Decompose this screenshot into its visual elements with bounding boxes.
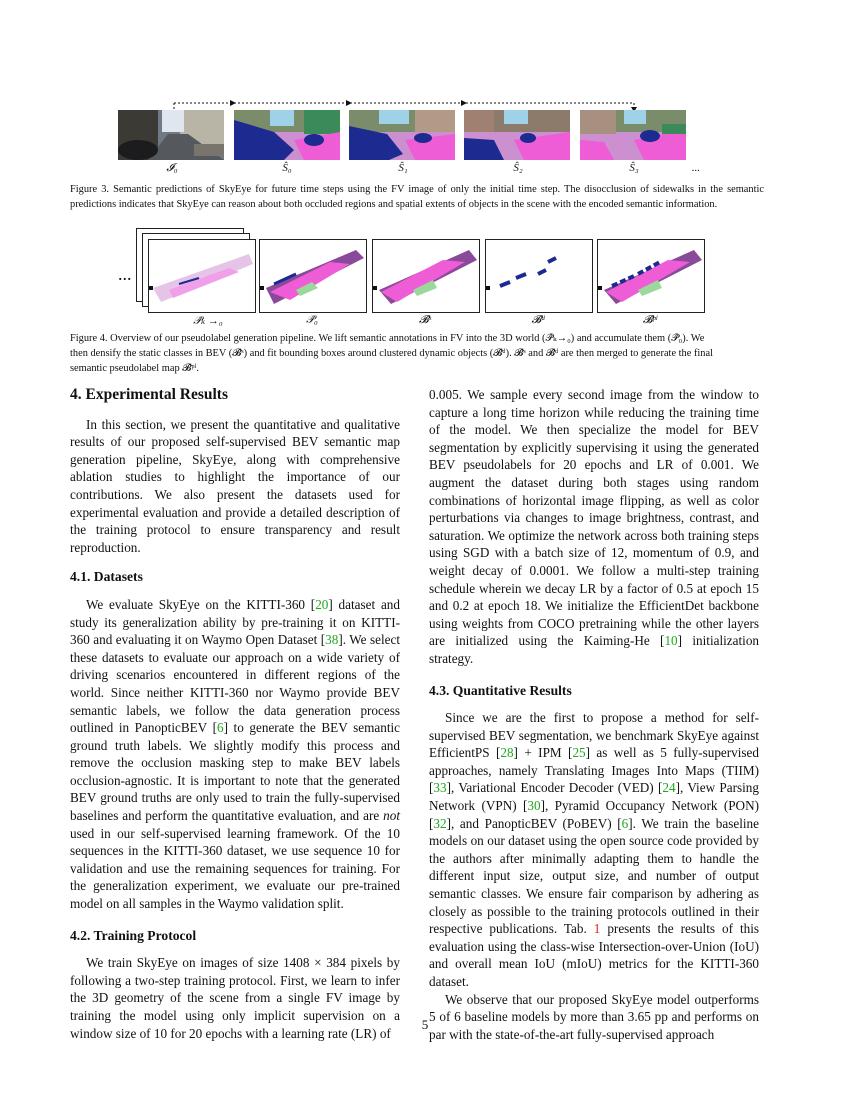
fv-image-i0 (118, 110, 224, 160)
label-p0: 𝒫̂₀ (306, 314, 318, 326)
citation-6b[interactable]: 6 (621, 815, 629, 831)
semantic-prediction-s1 (349, 110, 455, 160)
semantic-prediction-s3 (580, 110, 686, 160)
right-column (429, 386, 759, 1043)
training-title: 4.2. Training Protocol (70, 927, 197, 943)
citation-10[interactable]: 10 (664, 633, 678, 649)
datasets-paragraph: We evaluate SkyEye on the KITTI-360 [20] dataset and study its generalization ability by pre-training it on KITTI-360 and evaluating it on Waymo Open Dataset [38]. We select these datasets to evaluate our approach on a wide variety of driving scenarios encountered in different regions of the world. Since neither KITTI-360 nor Waymo provide BEV semantic labels, we follow the data generation process outlined in PanopticBEV [6] to generate the BEV semantic ground truth labels. We slightly modify this process and remove the occlusion masking step to make BEV labels occlusion-agnostic. It is important to note that the generated BEV ground truths are only used to train the fully-supervised baselines and perform the quantitative evaluation, and are not used in our self-supervised learning framework. Of the 10 sequences in the KITTI-360 dataset, we use sequence 10 for validation and use the remaining sequences for training. For the generalization experiment, we evaluate our pre-trained model on all samples in the Waymo validation split. (70, 596, 401, 912)
semantic-prediction-s0 (234, 110, 340, 160)
citation-30[interactable]: 30 (527, 798, 541, 814)
quantitative-paragraph-2: We observe that our proposed SkyEye model outperforms 5 of 6 baseline models by more than 3.65 pp and performs on par with the state-of-the-art fully-supervised approach (429, 991, 759, 1042)
section-title: 4. Experimental Results (70, 386, 229, 403)
figure-4-caption-line-3: semantic pseudolabel map 𝓑̂ᵖˡ. (70, 363, 199, 374)
citation-24[interactable]: 24 (662, 780, 676, 796)
citation-6[interactable]: 6 (216, 720, 224, 736)
quantitative-paragraph-1: Since we are the first to propose a method for self-supervised BEV segmentation, we benchmark SkyEye against EfficientPS [28] + IPM [25] as well as 5 fully-supervised approaches, namely Translating Images Into Maps (TIIM) [33], Variational Encoder Decoder (VED) [24], View Parsing Network (VPN) [30], Pyramid Occupancy Network (PON) [32], and PanopticBEV (PoBEV) [6]. We train the baseline models on our dataset using the open source code provided by the authors after minimally adapting them to handle the different input size, output size, and number of output semantic classes. We ensure fair comparison by adhering as closely as possible to the training protocols outlined in their respective publications. Tab. 1 presents the results of this evaluation using the class-wise Intersection-over-Union (IoU) and overall mean IoU (mIoU) metrics for the KITTI-360 dataset. (429, 710, 759, 989)
label-s0: Ŝ₀ (282, 162, 292, 174)
label-s1: Ŝ₁ (398, 162, 408, 174)
figure-4-caption-line-2: then densify the static classes in BEV (𝓑̂ˢ) and fit bounding boxes around clustered dynamic objects (𝓑̂ᵈ). 𝓑̂ˢ and 𝓑̂ᵈ are then merged to generate the final (70, 348, 713, 359)
label-bs: 𝓑̂ˢ (418, 314, 432, 326)
bev-pk0 (148, 239, 256, 313)
label-ellipsis: ... (691, 162, 701, 174)
label-bd: 𝓑̂ᵈ (531, 314, 545, 326)
table-ref-1[interactable]: 1 (593, 921, 601, 937)
datasets-title: 4.1. Datasets (70, 569, 143, 585)
citation-25[interactable]: 25 (572, 745, 586, 761)
training-paragraph-left: We train SkyEye on images of size 1408 × 384 pixels by following a two-step training protocol. First, we learn to infer the 3D geometry of the scene from a single FV image by training the model using only implicit supervision on a window size of 10 for 20 epochs with a learning rate (LR) of (70, 955, 400, 1041)
section-intro: In this section, we present the quantitative and qualitative results of our proposed self-supervised BEV semantic map generation pipeline, SkyEye, along with comprehensive ablation studies to highlight the importance of our contributions. We also present the datasets used for experimental evaluation and provide a detailed description of the training protocol to ensure transparency and result reproduction. (70, 416, 400, 555)
figure-3-caption: Figure 3. Semantic predictions of SkyEye for future time steps using the FV image of only the initial time step. The disocclusion of sidewalks in the semantic predictions indicates that SkyEye can reason about both occluded regions and spatial extents of objects in the scene with the encoded semantic information. (70, 184, 764, 210)
label-s2: Ŝ₂ (513, 162, 523, 174)
citation-32[interactable]: 32 (433, 815, 447, 831)
label-pk0: 𝒫̂ₖ →₀ (193, 315, 223, 327)
semantic-prediction-s2 (464, 110, 570, 160)
bev-p0 (259, 239, 367, 313)
citation-33[interactable]: 33 (433, 780, 447, 796)
figure-4-caption-line-1: Figure 4. Overview of our pseudolabel generation pipeline. We lift semantic annotations in FV into the 3D world (𝒫̂ₖ→₀) and accumulate them (𝒫̂₀). We (70, 333, 705, 344)
figure-4-caption (70, 331, 764, 376)
citation-20[interactable]: 20 (315, 596, 329, 612)
training-paragraph-right: 0.005. We sample every second image from the window to capture a long time horizon while reducing the training time of the model. We then specialize the model for BEV segmentation by explicitly supervising it using the generated BEV pseudolabels for 20 epochs and LR of 0.001. We augment the dataset during both stages using random combinations of horizontal image flipping, as well as color perturbations via changes to image brightness, contrast, and saturation. We optimize the network across both training steps using SGD with a batch size of 12, momentum of 0.9, and weight decay of 0.0001. We follow a multi-step training schedule wherein we decay LR by a factor of 0.5 at epoch 15 and 0.2 at epoch 18. We initialize the EfficientDet backbone using weights from COCO pretraining while the other layers are initialized using the Kaiming-He [10] initialization strategy. (429, 387, 760, 666)
bev-bd (485, 239, 593, 313)
bev-bpl (597, 239, 705, 313)
citation-28[interactable]: 28 (500, 745, 514, 761)
quantitative-title: 4.3. Quantitative Results (429, 682, 572, 698)
label-i0: 𝓘₀ (166, 162, 178, 174)
page-number: 5 (421, 1017, 429, 1032)
bev-bs (372, 239, 480, 313)
citation-38[interactable]: 38 (325, 632, 339, 648)
label-bpl: 𝓑̂ᵖˡ (642, 314, 658, 326)
left-column (70, 386, 400, 1042)
label-s3: Ŝ₃ (629, 162, 639, 174)
stack-ellipsis: ... (118, 264, 132, 284)
